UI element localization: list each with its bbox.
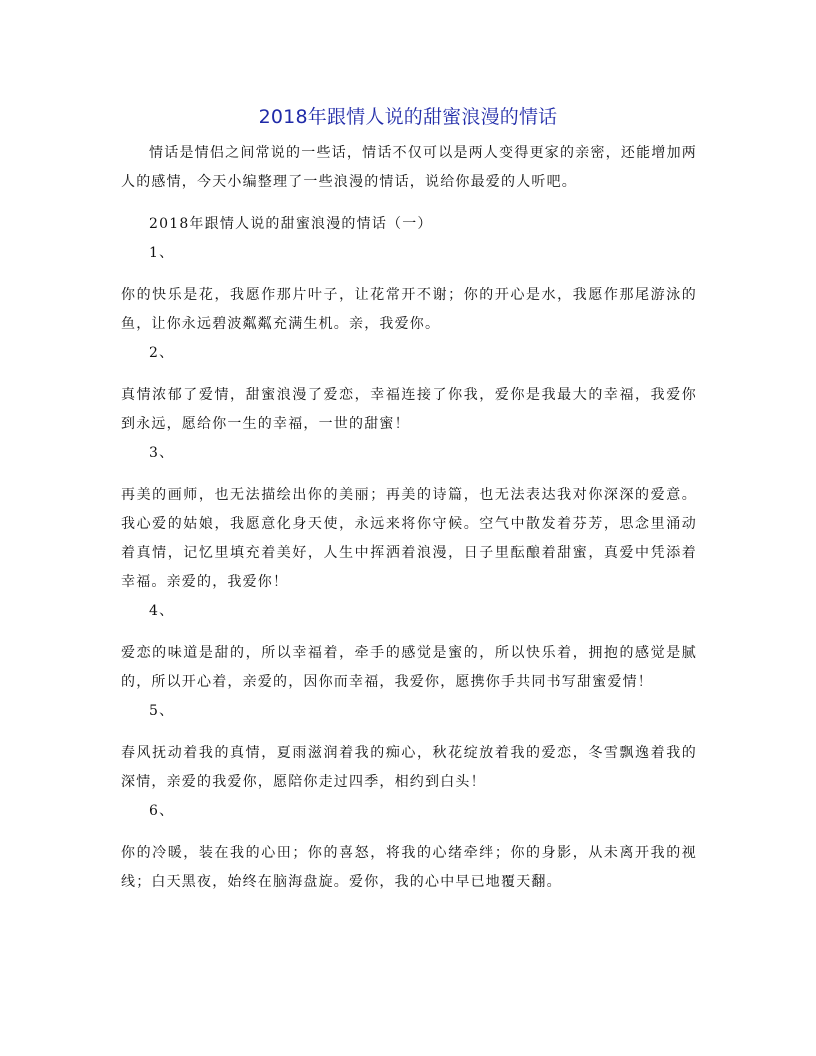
item-number-5: 5、 xyxy=(149,703,175,719)
item-text-6: 你的冷暖，装在我的心田；你的喜怒，将我的心绪牵绊；你的身影，从未离开我的视线；白天黑夜，始终在脑海盘旋。爱你，我的心中早已地覆天翻。 xyxy=(121,845,697,890)
item-text-3: 再美的画师，也无法描绘出你的美丽；再美的诗篇，也无法表达我对你深深的爱意。我心爱的姑娘，我愿意化身天使，永远来将你守候。空气中散发着芬芳，思念里涌动着真情，记忆里填充着美好，人生中挥洒着浪漫，日子里酝酿着甜蜜，真爱中凭添着幸福。亲爱的，我爱你！ xyxy=(121,487,697,590)
section-heading: 2018年跟情人说的甜蜜浪漫的情话（一） xyxy=(149,216,433,232)
item-number-1: 1、 xyxy=(149,245,175,261)
item-number-6: 6、 xyxy=(149,803,175,819)
document-body xyxy=(121,139,697,897)
item-number-2: 2、 xyxy=(149,345,175,361)
item-number-3: 3、 xyxy=(149,445,175,461)
item-text-1: 你的快乐是花，我愿作那片叶子，让花常开不谢；你的开心是水，我愿作那尾游泳的鱼，让你永远碧波粼粼充满生机。亲，我爱你。 xyxy=(121,287,697,332)
item-text-4: 爱恋的味道是甜的，所以幸福着，牵手的感觉是蜜的，所以快乐着，拥抱的感觉是腻的，所以开心着，亲爱的，因你而幸福，我爱你，愿携你手共同书写甜蜜爱情！ xyxy=(121,645,697,690)
document-title: 2018年跟情人说的甜蜜浪漫的情话 xyxy=(258,106,558,128)
intro-paragraph: 情话是情侣之间常说的一些话，情话不仅可以是两人变得更家的亲密，还能增加两人的感情，今天小编整理了一些浪漫的情话，说给你最爱的人听吧。 xyxy=(121,145,697,190)
item-text-5: 春风抚动着我的真情，夏雨滋润着我的痴心，秋花绽放着我的爱恋，冬雪飘逸着我的深情，亲爱的我爱你，愿陪你走过四季，相约到白头！ xyxy=(121,745,697,790)
item-text-2: 真情浓郁了爱情，甜蜜浪漫了爱恋，幸福连接了你我，爱你是我最大的幸福，我爱你到永远，愿给你一生的幸福，一世的甜蜜！ xyxy=(121,387,697,432)
item-number-4: 4、 xyxy=(149,603,175,619)
